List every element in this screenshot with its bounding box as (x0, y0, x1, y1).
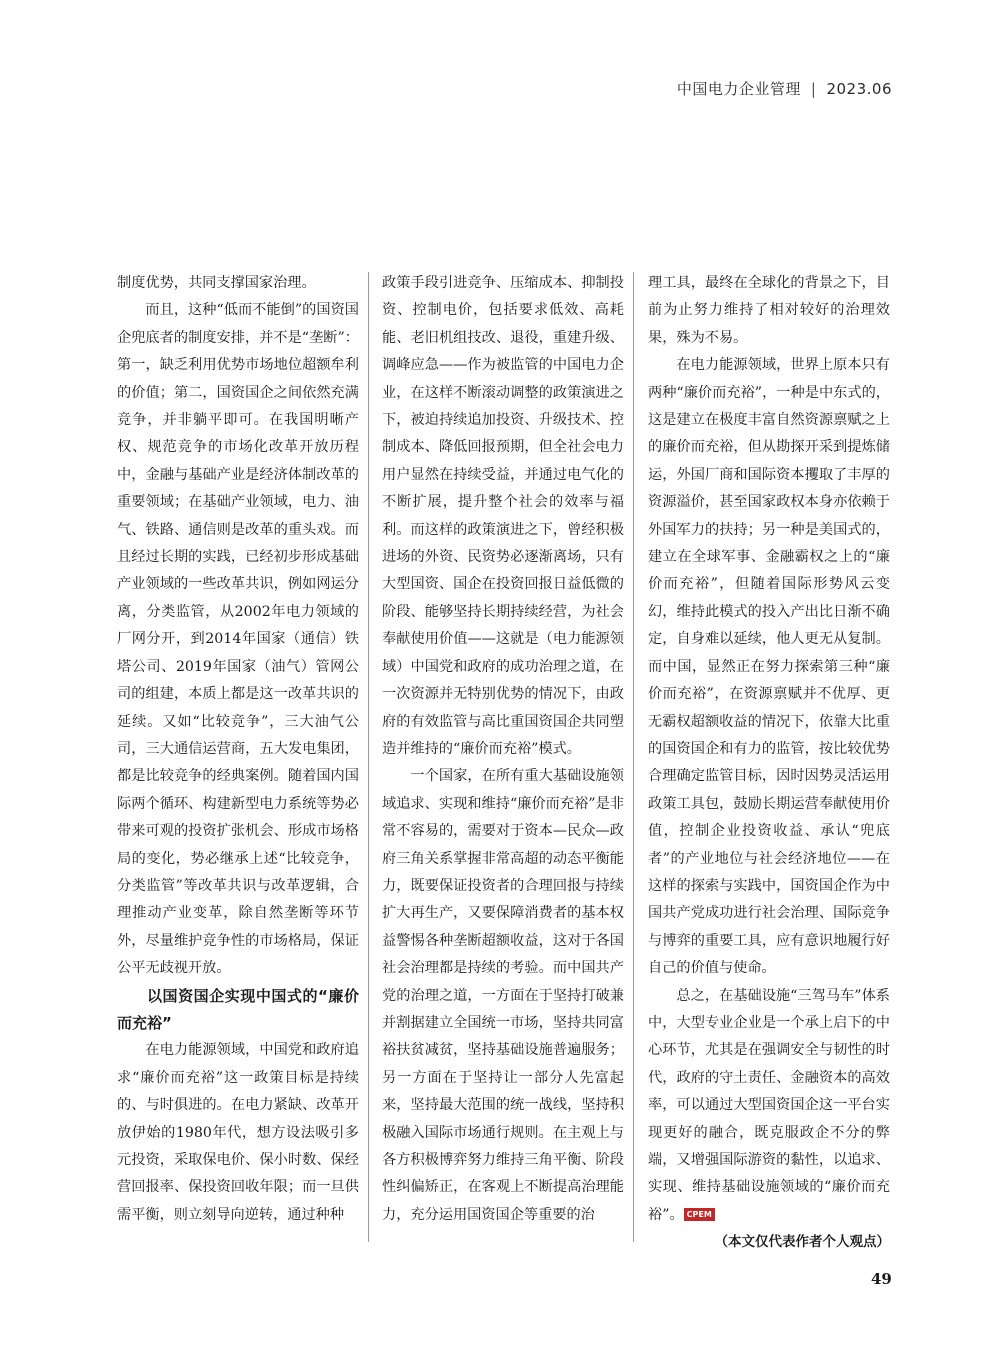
issue-date: 2023.06 (826, 80, 892, 98)
paragraph: 制度优势，共同支撑国家治理。 (117, 275, 316, 291)
journal-title: 中国电力企业管理 (676, 80, 801, 98)
paragraph: 在电力能源领域，中国党和政府追求“廉价而充裕”这一政策目标是持续的、与时俱进的。在电力紧缺、改革开放伊始的1980年代，想方设法吸引多元投资，采取保电价、保小时数、保经营回报率、保投资回收年限；而一旦供需平衡，则立刻导向逆转，通过种种 (117, 1042, 359, 1223)
paragraph-text: 总之，在基础设施“三驾马车”体系中，大型专业企业是一个承上启下的中心环节，尤其是在强调安全与韧性的时代，政府的守土责任、金融资本的高效率，可以通过大型国资国企这一平台实现更好的融合，既克服政企不分的弊端，又增强国际游资的黏性，以追求、实现、维持基础设施领域的“廉价而充裕”。 (648, 987, 890, 1223)
paragraph: 而且，这种“低而不能倒”的国资国企兜底者的制度安排，并不是“垄断”：第一，缺乏利用优势市场地位超额牟利的价值；第二，国资国企之间依然充满竞争，并非躺平即可。在我国明晰产权、规范竞争的市场化改革开放历程中，金融与基础产业是经济体制改革的重要领域；在基础产业领域，电力、油气、铁路、通信则是改革的重头戏。而且经过长期的实践，已经初步形成基础产业领域的一些改革共识，例如网运分离，分类监管，从2002年电力领域的厂网分开，到2014年国家（通信）铁塔公司、2019年国家（油气）管网公司的组建，本质上都是这一改革共识的延续。又如“比较竞争”，三大油气公司，三大通信运营商，五大发电集团，都是比较竞争的经典案例。随着国内国际两个循环、构建新型电力系统等势必带来可观的投资扩张机会、形成市场格局的变化，势必继承上述“比较竞争，分类监管”等改革共识与改革逻辑，合理推动产业变革，除自然垄断等环节外，尽量维护竞争性的市场格局，保证公平无歧视开放。 (117, 302, 359, 977)
paragraph: 政策手段引进竞争、压缩成本、抑制投资、控制电价，包括要求低效、高耗能、老旧机组技改、退役，重建升级、调峰应急——作为被监管的中国电力企业，在这样不断滚动调整的政策演进之下，被迫持续追加投资、升级技术、控制成本、降低回报预期，但全社会电力用户显然在持续受益，并通过电气化的不断扩展，提升整个社会的效率与福利。而这样的政策演进之下，曾经积极进场的外资、民资势必逐渐离场，只有大型国资、国企在投资回报日益低微的阶段、能够坚持长期持续经营，为社会奉献使用价值——这就是（电力能源领域）中国党和政府的成功治理之道，在一次资源并无特别优势的情况下，由政府的有效监管与高比重国资国企共同塑造并维持的“廉价而充裕”模式。 (382, 275, 624, 757)
running-header (677, 78, 892, 99)
cpem-logo: CPEM (684, 1208, 715, 1221)
paragraph-closing (648, 983, 890, 1230)
paragraph: 一个国家，在所有重大基础设施领域追求、实现和维持“廉价而充裕”是非常不容易的，需要对于资本—民众—政府三角关系掌握非常高超的动态平衡能力，既要保证投资者的合理回报与持续扩大再生产，又要保障消费者的基本权益警惕各种垄断超额收益，这对于各国社会治理都是持续的考验。而中国共产党的治理之道，一方面在于坚持打破兼并割据建立全国统一市场，坚持共同富裕扶贫减贫，坚持基础设施普遍服务；另一方面在于坚持让一部分人先富起来，坚持最大范围的统一战线，坚持积极融入国际市场通行规则。在主观上与各方积极博弈努力维持三角平衡、阶段性纠偏矫正，在客观上不断提高治理能力，充分运用国资国企等重要的治 (382, 768, 624, 1223)
column-2 (382, 270, 624, 1229)
section-heading: 以国资国企实现中国式的“廉价而充裕” (117, 986, 359, 1032)
column-divider-2 (633, 272, 634, 1242)
paragraph: 理工具，最终在全球化的背景之下，目前为止努力维持了相对较好的治理效果，殊为不易。 (648, 275, 890, 346)
paragraph: 在电力能源领域，世界上原本只有两种“廉价而充裕”，一种是中东式的，这是建立在极度丰富自然资源禀赋之上的廉价而充裕，但从勘探开采到提炼储运，外国厂商和国际资本攫取了丰厚的资源溢价，甚至国家政权本身亦依赖于外国军力的扶持；另一种是美国式的，建立在全球军事、金融霸权之上的“廉价而充裕”，但随着国际形势风云变幻，维持此模式的投入产出比日渐不确定，自身难以延续，他人更无从复制。而中国，显然正在努力探索第三种“廉价而充裕”，在资源禀赋并不优厚、更无霸权超额收益的情况下，依靠大比重的国资国企和有力的监管，按比较优势合理确定监管目标，因时因势灵活运用政策工具包，鼓励长期运营奉献使用价值，控制企业投资收益、承认“兜底者”的产业地位与社会经济地位——在这样的探索与实践中，国资国企作为中国共产党成功进行社会治理、国际竞争与博弈的重要工具，应有意识地履行好自己的价值与使命。 (648, 357, 890, 977)
header-separator: | (810, 80, 817, 98)
page-number: 49 (871, 1270, 892, 1288)
column-3 (648, 270, 890, 1257)
column-divider-1 (368, 272, 369, 1242)
author-note: （本文仅代表作者个人观点） (714, 1234, 890, 1251)
column-1 (117, 270, 359, 1229)
